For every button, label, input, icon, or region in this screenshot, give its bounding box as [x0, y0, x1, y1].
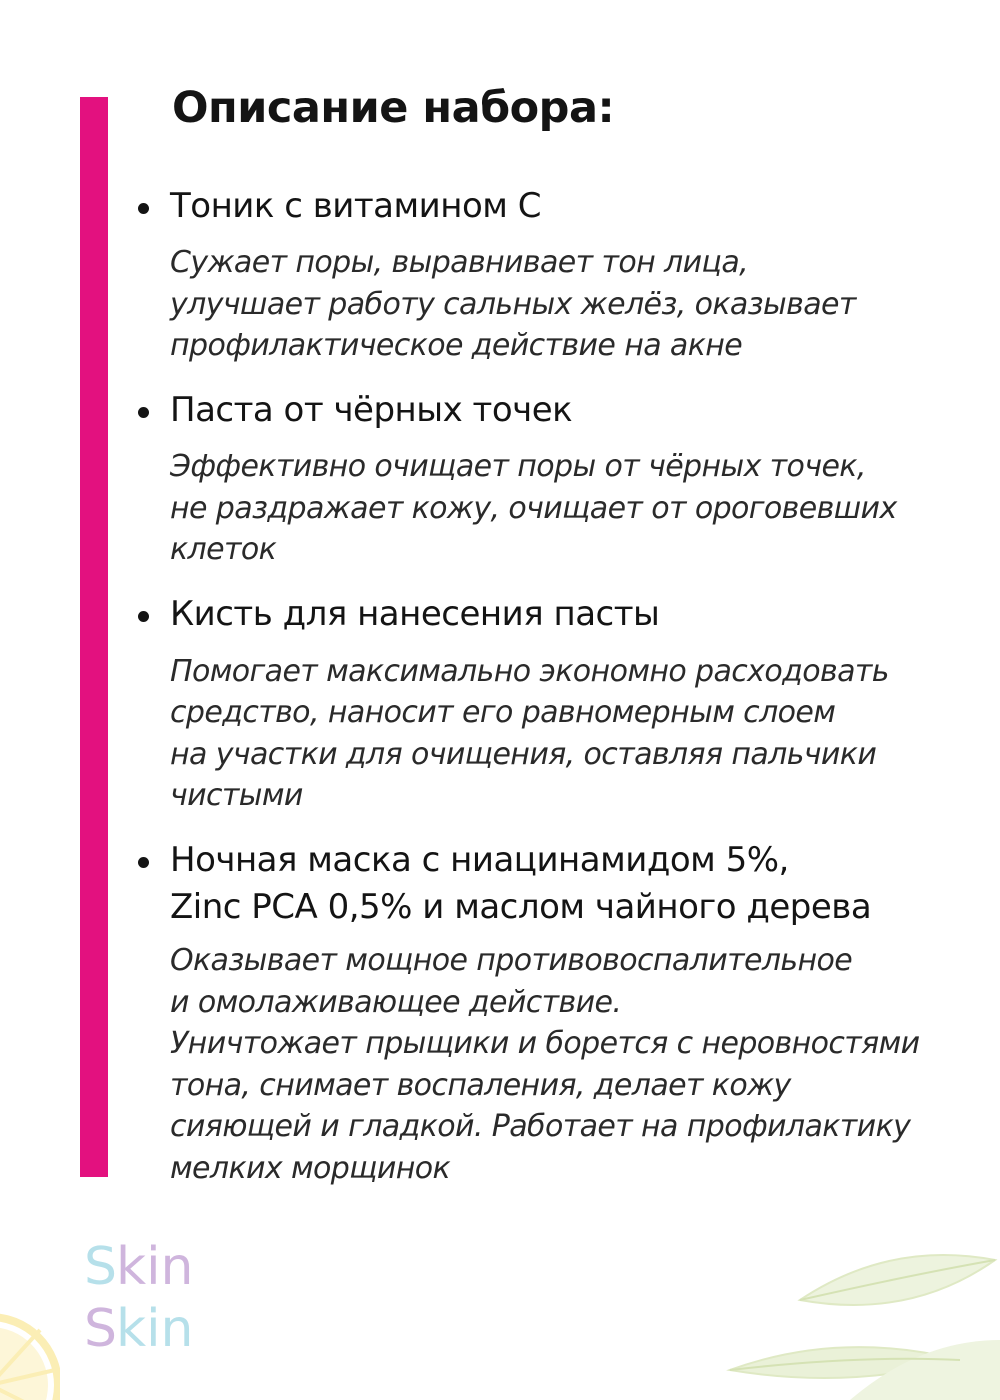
- item-heading: Паста от чёрных точек: [170, 390, 573, 430]
- bullet-icon: [138, 857, 149, 868]
- item-description-line: улучшает работу сальных желёз, оказывает: [170, 287, 856, 322]
- item-heading: Ночная маска с ниацинамидом 5%,: [170, 840, 789, 880]
- svg-text:kin: kin: [116, 1237, 194, 1297]
- item-heading: Тоник с витамином С: [170, 186, 541, 226]
- page-title: Описание набора:: [172, 83, 615, 133]
- accent-bar: [80, 97, 108, 1177]
- leaf-branch-decoration: [710, 1230, 1000, 1400]
- svg-text:kin: kin: [116, 1299, 194, 1359]
- bullet-icon: [138, 407, 149, 418]
- item-description-line: не раздражает кожу, очищает от ороговевших: [170, 491, 897, 526]
- item-heading: Кисть для нанесения пасты: [170, 594, 660, 634]
- item-description-line: профилактическое действие на акне: [170, 328, 743, 363]
- item-description-line: Уничтожает прыщики и борется с неровностями: [170, 1026, 920, 1061]
- item-description-line: Сужает поры, выравнивает тон лица,: [170, 245, 749, 280]
- item-description-line: мелких морщинок: [170, 1151, 451, 1186]
- svg-text:S: S: [84, 1299, 118, 1359]
- item-description-line: Помогает максимально экономно расходовать: [170, 654, 889, 689]
- lemon-slice-decoration: [0, 1290, 60, 1400]
- item-heading: Zinc PCA 0,5% и маслом чайного дерева: [170, 887, 872, 927]
- item-description-line: чистыми: [170, 778, 303, 813]
- bullet-icon: [138, 203, 149, 214]
- item-description-line: Эффективно очищает поры от чёрных точек,: [170, 449, 866, 484]
- bullet-icon: [138, 611, 149, 622]
- item-description-line: на участки для очищения, оставляя пальчики: [170, 737, 877, 772]
- skin-skin-logo: [82, 1232, 212, 1362]
- item-description-line: тона, снимает воспаления, делает кожу: [170, 1068, 791, 1103]
- item-description-line: средство, наносит его равномерным слоем: [170, 695, 836, 730]
- item-description-line: клеток: [170, 532, 277, 567]
- svg-text:S: S: [84, 1237, 118, 1297]
- item-description-line: Оказывает мощное противовоспалительное: [170, 943, 853, 978]
- item-description-line: сияющей и гладкой. Работает на профилактику: [170, 1109, 911, 1144]
- item-description-line: и омолаживающее действие.: [170, 985, 622, 1020]
